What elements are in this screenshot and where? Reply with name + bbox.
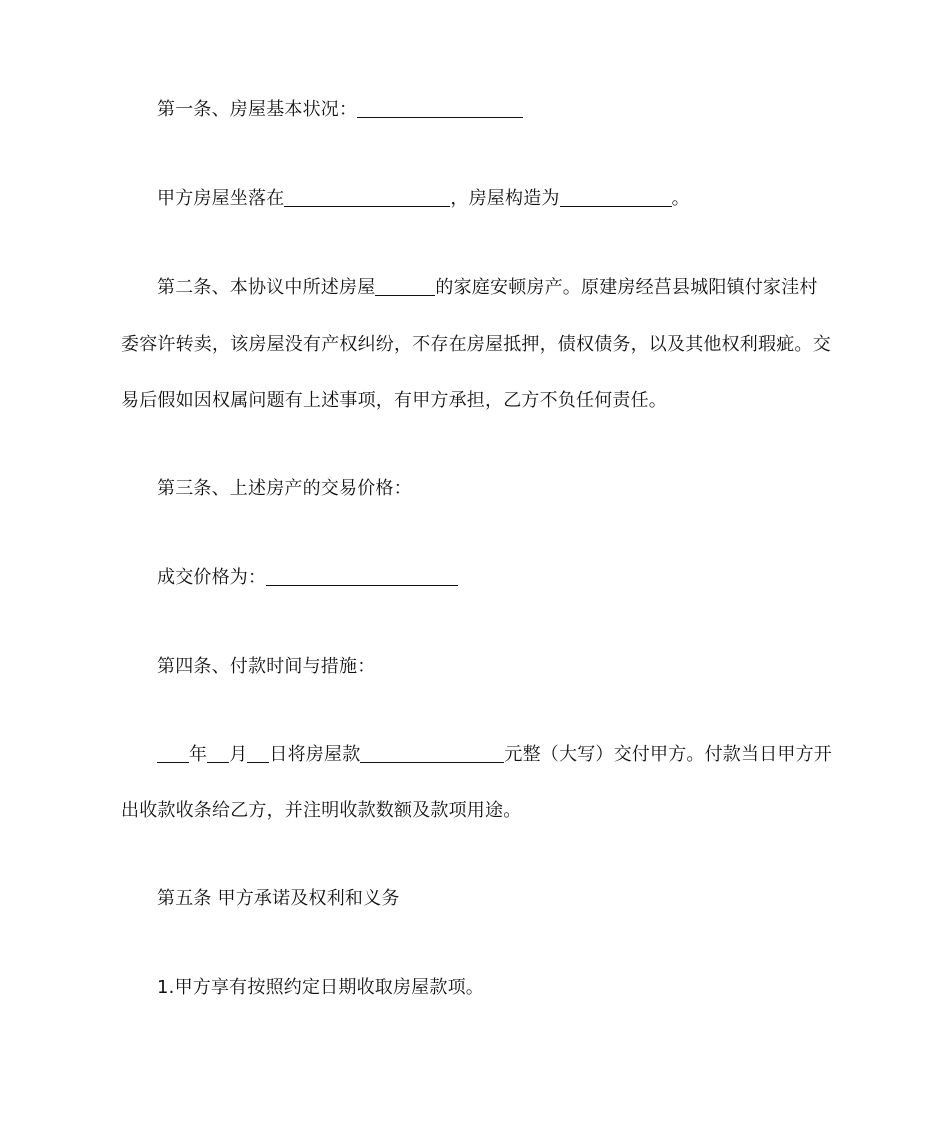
price-blank [266, 567, 458, 586]
price-line [121, 566, 873, 590]
location-suffix: 。 [671, 188, 690, 209]
item-1: 1.甲方享有按照约定日期收取房屋款项。 [157, 977, 484, 998]
payment-suffix: 元整（大写）交付甲方。付款当日甲方开 [504, 744, 833, 765]
article-2-line-2: 委容许转卖，该房屋没有产权纠纷，不存在房屋抵押，债权债务，以及其他权利瑕疵。交 [121, 334, 831, 355]
structure-blank [560, 188, 672, 207]
location-prefix: 甲方房屋坐落在 [157, 188, 285, 209]
house-owner-blank [375, 277, 435, 296]
location-blank [284, 188, 450, 207]
structure-label: ，房屋构造为 [450, 188, 560, 209]
article-5-heading: 第五条 甲方承诺及权利和义务 [157, 888, 400, 909]
article-2-line-1 [121, 276, 873, 300]
house-status-blank [357, 99, 523, 118]
price-label: 成交价格为： [157, 567, 267, 588]
payment-line-1 [121, 743, 873, 767]
article-2-suffix: 的家庭安顿房产。原建房经莒县城阳镇付家洼村 [435, 277, 818, 298]
article-2-prefix: 第二条、本协议中所述房屋 [157, 277, 376, 298]
article-4-heading: 第四条、付款时间与措施： [157, 656, 376, 677]
amount-blank [360, 744, 504, 763]
article-2-line-3: 易后假如因权属问题有上述事项，有甲方承担，乙方不负任何责任。 [121, 390, 667, 411]
day-text: 日将房屋款 [269, 744, 361, 765]
article-1-heading [121, 98, 873, 122]
payment-line-2: 出收款收条给乙方，并注明收款数额及款项用途。 [121, 800, 522, 821]
article-3-heading: 第三条、上述房产的交易价格： [157, 478, 412, 499]
month-label: 月 [229, 744, 248, 765]
day-blank [247, 744, 269, 763]
year-label: 年 [189, 744, 208, 765]
article-1-label: 第一条、房屋基本状况： [157, 99, 358, 120]
location-line [121, 187, 873, 211]
year-blank [157, 744, 189, 763]
month-blank [207, 744, 229, 763]
